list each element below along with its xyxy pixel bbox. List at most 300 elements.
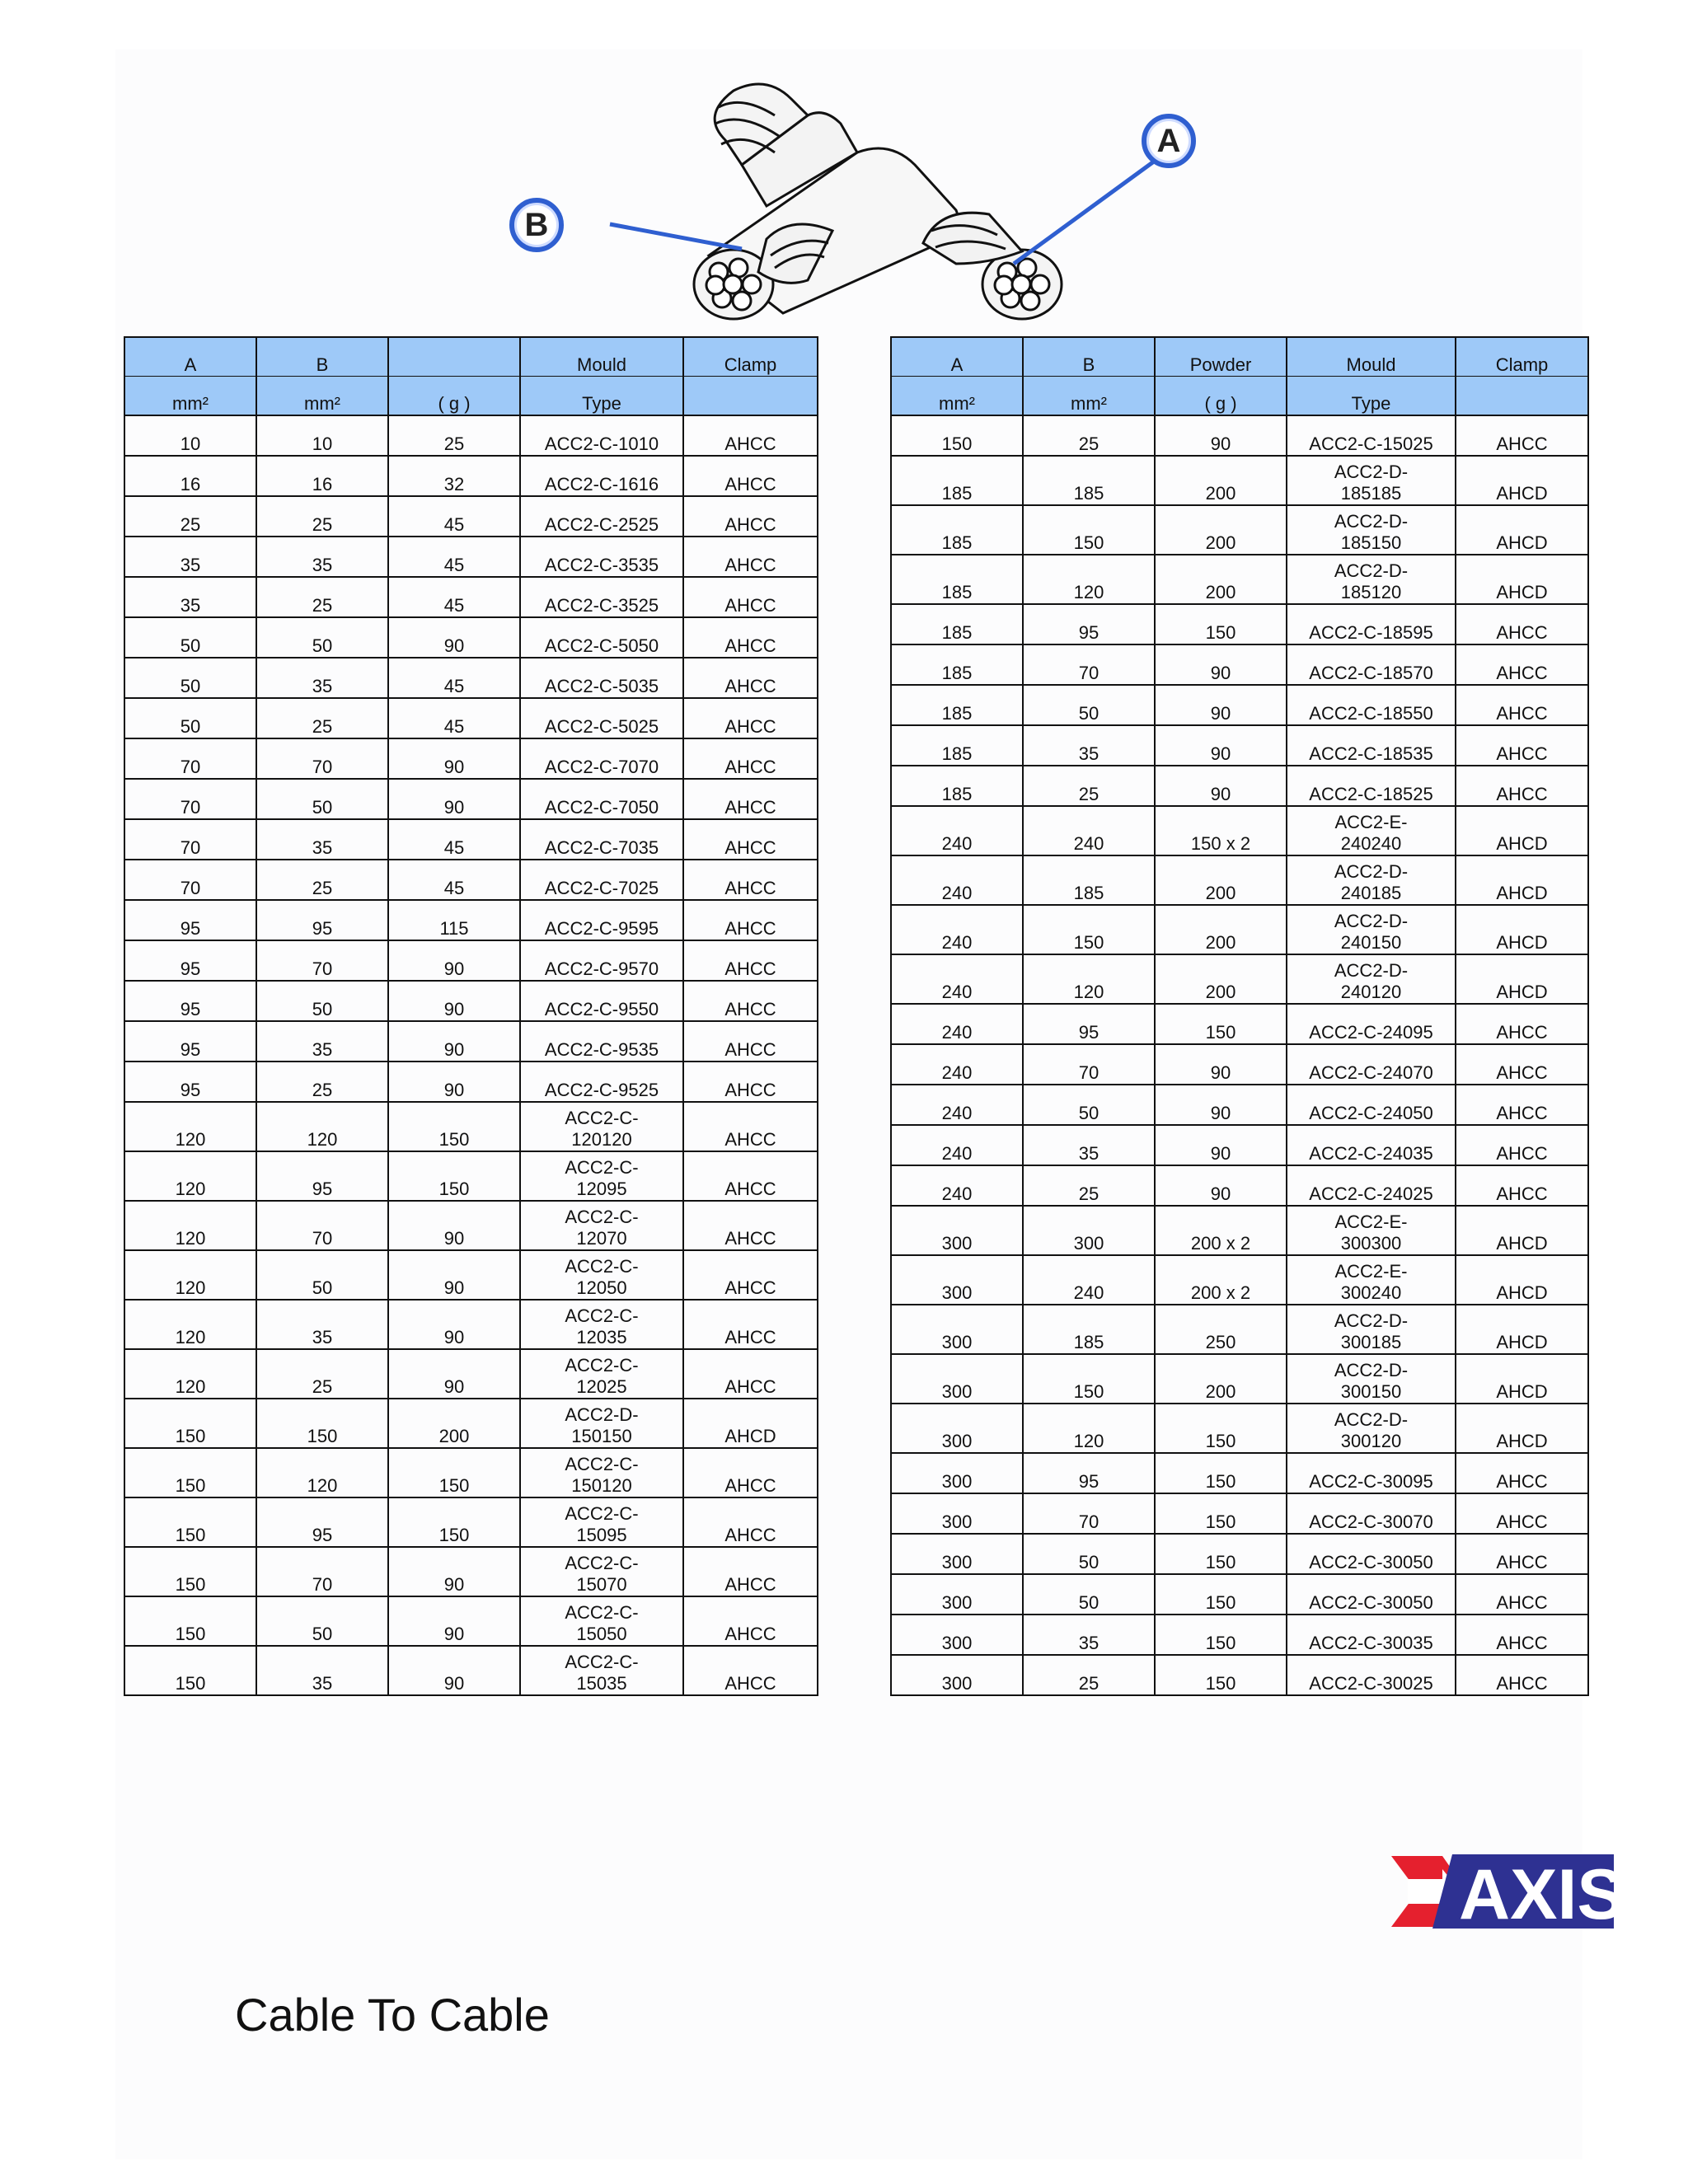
- right-cell-type: ACC2-C-15025: [1287, 415, 1456, 456]
- left-cell-a: 95: [124, 900, 256, 940]
- left-cell-type: ACC2-C- 15095: [520, 1497, 683, 1547]
- right-cell-a: 240: [891, 1165, 1023, 1206]
- table-row: [124, 1646, 818, 1695]
- right-cell-b: 35: [1023, 1615, 1155, 1655]
- callout-a-marker: A: [1142, 114, 1196, 168]
- right-cell-b: 25: [1023, 1165, 1155, 1206]
- right-cell-type: ACC2-D- 240150: [1287, 905, 1456, 954]
- left-cell-b: 70: [256, 1547, 388, 1596]
- table-row: [891, 505, 1588, 555]
- table-row: [124, 900, 818, 940]
- left-cell-type: ACC2-C-5025: [520, 698, 683, 738]
- table-row: [124, 779, 818, 819]
- left-header-a: A: [124, 337, 256, 377]
- right-unit-b: mm²: [1023, 377, 1155, 416]
- right-cell-b: 50: [1023, 1534, 1155, 1574]
- right-cell-grams: 150: [1155, 1574, 1287, 1615]
- right-cell-b: 35: [1023, 1125, 1155, 1165]
- right-cell-a: 185: [891, 604, 1023, 644]
- right-cell-b: 95: [1023, 604, 1155, 644]
- right-cell-type: ACC2-D- 300185: [1287, 1305, 1456, 1354]
- table-row: [124, 1021, 818, 1062]
- right-cell-a: 300: [891, 1574, 1023, 1615]
- right-cell-b: 95: [1023, 1453, 1155, 1493]
- left-cell-type: ACC2-C- 12025: [520, 1349, 683, 1399]
- right-cell-a: 300: [891, 1493, 1023, 1534]
- left-cell-b: 35: [256, 1021, 388, 1062]
- table-row: [891, 905, 1588, 954]
- left-cell-type: ACC2-C- 15070: [520, 1547, 683, 1596]
- right-cell-b: 240: [1023, 1255, 1155, 1305]
- table-row: [891, 555, 1588, 604]
- left-cell-b: 50: [256, 1596, 388, 1646]
- table-row: [891, 604, 1588, 644]
- callout-b-line: [610, 224, 742, 249]
- left-unit-type: Type: [520, 377, 683, 416]
- left-unit-clamp: [683, 377, 818, 416]
- right-header-mould: Mould: [1287, 337, 1456, 377]
- left-cell-b: 95: [256, 1151, 388, 1201]
- right-cell-a: 240: [891, 1004, 1023, 1044]
- right-cell-clamp: AHCC: [1456, 1044, 1588, 1085]
- right-cell-type: ACC2-C-24025: [1287, 1165, 1456, 1206]
- left-cell-grams: 200: [388, 1399, 520, 1448]
- left-cell-b: 35: [256, 658, 388, 698]
- right-cell-clamp: AHCC: [1456, 1004, 1588, 1044]
- table-row: [124, 1349, 818, 1399]
- left-cell-b: 25: [256, 860, 388, 900]
- right-cell-grams: 90: [1155, 1044, 1287, 1085]
- left-cell-b: 50: [256, 779, 388, 819]
- right-cell-type: ACC2-D- 300150: [1287, 1354, 1456, 1404]
- right-cell-grams: 90: [1155, 415, 1287, 456]
- left-cell-grams: 150: [388, 1151, 520, 1201]
- right-cell-a: 300: [891, 1404, 1023, 1453]
- left-cell-a: 95: [124, 981, 256, 1021]
- right-cell-grams: 150: [1155, 1404, 1287, 1453]
- left-cell-a: 95: [124, 1021, 256, 1062]
- right-cell-a: 240: [891, 1125, 1023, 1165]
- right-cell-a: 185: [891, 766, 1023, 806]
- right-table-body: [891, 415, 1588, 1695]
- left-cell-b: 70: [256, 738, 388, 779]
- right-cell-clamp: AHCD: [1456, 1404, 1588, 1453]
- table-row: [891, 1655, 1588, 1695]
- left-cell-grams: 90: [388, 1300, 520, 1349]
- right-cell-clamp: AHCC: [1456, 766, 1588, 806]
- right-cell-b: 70: [1023, 1493, 1155, 1534]
- page-caption: Cable To Cable: [235, 1989, 550, 2041]
- right-cell-type: ACC2-E- 240240: [1287, 806, 1456, 855]
- right-cell-a: 300: [891, 1655, 1023, 1695]
- right-cell-type: ACC2-C-30095: [1287, 1453, 1456, 1493]
- right-cell-clamp: AHCC: [1456, 1125, 1588, 1165]
- left-cell-type: ACC2-C-3535: [520, 537, 683, 577]
- left-header-row-1: [124, 337, 818, 377]
- table-row: [891, 644, 1588, 685]
- right-cell-grams: 200: [1155, 905, 1287, 954]
- right-cell-b: 150: [1023, 905, 1155, 954]
- left-cell-clamp: AHCC: [683, 738, 818, 779]
- right-cell-grams: 200 x 2: [1155, 1206, 1287, 1255]
- left-cell-type: ACC2-C-7050: [520, 779, 683, 819]
- right-unit-a: mm²: [891, 377, 1023, 416]
- left-cell-a: 95: [124, 1062, 256, 1102]
- table-row: [891, 1255, 1588, 1305]
- right-cell-grams: 200 x 2: [1155, 1255, 1287, 1305]
- right-cell-a: 240: [891, 1085, 1023, 1125]
- left-cell-b: 10: [256, 415, 388, 456]
- left-cell-clamp: AHCC: [683, 1021, 818, 1062]
- left-cell-type: ACC2-C- 12070: [520, 1201, 683, 1250]
- right-spec-table: [890, 336, 1589, 1696]
- left-header-row-2: [124, 377, 818, 416]
- right-cell-clamp: AHCD: [1456, 1354, 1588, 1404]
- left-cell-grams: 150: [388, 1102, 520, 1151]
- table-row: [891, 1404, 1588, 1453]
- right-cell-clamp: AHCC: [1456, 1655, 1588, 1695]
- table-row: [124, 698, 818, 738]
- table-row: [124, 617, 818, 658]
- left-cell-clamp: AHCC: [683, 1497, 818, 1547]
- left-cell-grams: 32: [388, 456, 520, 496]
- left-cell-b: 25: [256, 698, 388, 738]
- right-cell-clamp: AHCD: [1456, 905, 1588, 954]
- left-cell-b: 35: [256, 1646, 388, 1695]
- right-cell-b: 70: [1023, 644, 1155, 685]
- right-header-row-2: [891, 377, 1588, 416]
- left-cell-grams: 90: [388, 617, 520, 658]
- left-cell-clamp: AHCC: [683, 900, 818, 940]
- table-row: [891, 1004, 1588, 1044]
- table-row: [124, 1062, 818, 1102]
- right-cell-clamp: AHCC: [1456, 1453, 1588, 1493]
- left-cell-clamp: AHCC: [683, 1448, 818, 1497]
- table-row: [891, 1615, 1588, 1655]
- right-cell-type: ACC2-C-18550: [1287, 685, 1456, 725]
- left-cell-a: 120: [124, 1300, 256, 1349]
- table-row: [891, 1305, 1588, 1354]
- right-cell-grams: 150: [1155, 1615, 1287, 1655]
- right-cell-a: 185: [891, 505, 1023, 555]
- table-row: [891, 766, 1588, 806]
- left-cell-grams: 150: [388, 1448, 520, 1497]
- left-cell-type: ACC2-C- 15050: [520, 1596, 683, 1646]
- left-cell-clamp: AHCC: [683, 1349, 818, 1399]
- left-cell-b: 50: [256, 981, 388, 1021]
- right-cell-clamp: AHCC: [1456, 1615, 1588, 1655]
- left-cell-b: 150: [256, 1399, 388, 1448]
- left-unit-grams: ( g ): [388, 377, 520, 416]
- left-cell-b: 25: [256, 1062, 388, 1102]
- right-cell-type: ACC2-D- 300120: [1287, 1404, 1456, 1453]
- right-cell-a: 300: [891, 1534, 1023, 1574]
- right-cell-a: 185: [891, 685, 1023, 725]
- table-row: [124, 1596, 818, 1646]
- right-cell-grams: 90: [1155, 644, 1287, 685]
- right-cell-type: ACC2-C-24050: [1287, 1085, 1456, 1125]
- table-row: [891, 1085, 1588, 1125]
- right-cell-b: 50: [1023, 685, 1155, 725]
- left-cell-b: 50: [256, 617, 388, 658]
- table-row: [891, 1534, 1588, 1574]
- left-cell-a: 150: [124, 1596, 256, 1646]
- left-cell-clamp: AHCC: [683, 1062, 818, 1102]
- right-cell-a: 300: [891, 1354, 1023, 1404]
- right-cell-grams: 200: [1155, 456, 1287, 505]
- left-cell-clamp: AHCC: [683, 1201, 818, 1250]
- table-row: [891, 806, 1588, 855]
- right-cell-type: ACC2-C-30050: [1287, 1534, 1456, 1574]
- right-cell-b: 25: [1023, 766, 1155, 806]
- left-cell-a: 150: [124, 1646, 256, 1695]
- left-cell-type: ACC2-C-1616: [520, 456, 683, 496]
- right-cell-a: 185: [891, 725, 1023, 766]
- table-row: [124, 1399, 818, 1448]
- table-row: [124, 658, 818, 698]
- left-cell-grams: 45: [388, 819, 520, 860]
- table-row: [891, 1453, 1588, 1493]
- left-cell-a: 120: [124, 1250, 256, 1300]
- right-cell-type: ACC2-C-24035: [1287, 1125, 1456, 1165]
- right-cell-grams: 200: [1155, 954, 1287, 1004]
- table-row: [891, 1044, 1588, 1085]
- right-cell-a: 185: [891, 456, 1023, 505]
- table-row: [124, 1151, 818, 1201]
- left-cell-a: 70: [124, 738, 256, 779]
- left-cell-a: 120: [124, 1151, 256, 1201]
- left-cell-a: 150: [124, 1399, 256, 1448]
- left-cell-a: 35: [124, 577, 256, 617]
- left-cell-grams: 90: [388, 1349, 520, 1399]
- left-cell-clamp: AHCC: [683, 860, 818, 900]
- left-cell-grams: 90: [388, 981, 520, 1021]
- right-cell-clamp: AHCC: [1456, 644, 1588, 685]
- right-cell-grams: 200: [1155, 555, 1287, 604]
- left-cell-a: 50: [124, 617, 256, 658]
- left-header-blank: [388, 337, 520, 377]
- right-unit-clamp: [1456, 377, 1588, 416]
- right-header-b: B: [1023, 337, 1155, 377]
- right-cell-type: ACC2-D- 185120: [1287, 555, 1456, 604]
- cable-tee-illustration: [495, 66, 1236, 338]
- right-cell-a: 240: [891, 905, 1023, 954]
- left-cell-grams: 45: [388, 658, 520, 698]
- table-row: [891, 1125, 1588, 1165]
- right-cell-grams: 250: [1155, 1305, 1287, 1354]
- right-cell-a: 185: [891, 644, 1023, 685]
- right-cell-clamp: AHCC: [1456, 1493, 1588, 1534]
- table-row: [891, 855, 1588, 905]
- table-row: [124, 577, 818, 617]
- left-cell-a: 120: [124, 1102, 256, 1151]
- left-cell-clamp: AHCC: [683, 1102, 818, 1151]
- left-cell-a: 50: [124, 658, 256, 698]
- table-row: [124, 415, 818, 456]
- right-cell-grams: 200: [1155, 855, 1287, 905]
- left-cell-grams: 45: [388, 860, 520, 900]
- right-cell-b: 150: [1023, 505, 1155, 555]
- left-header-b: B: [256, 337, 388, 377]
- right-cell-clamp: AHCD: [1456, 855, 1588, 905]
- right-cell-b: 300: [1023, 1206, 1155, 1255]
- left-cell-grams: 90: [388, 1646, 520, 1695]
- table-row: [891, 456, 1588, 505]
- left-cell-type: ACC2-C-9535: [520, 1021, 683, 1062]
- left-cell-a: 150: [124, 1547, 256, 1596]
- right-cell-b: 185: [1023, 855, 1155, 905]
- left-cell-type: ACC2-C-3525: [520, 577, 683, 617]
- axis-logo-text: AXIS: [1459, 1855, 1615, 1934]
- left-cell-clamp: AHCC: [683, 981, 818, 1021]
- right-cell-a: 300: [891, 1206, 1023, 1255]
- left-spec-table: [124, 336, 818, 1696]
- right-cell-grams: 150: [1155, 1493, 1287, 1534]
- left-unit-b: mm²: [256, 377, 388, 416]
- right-cell-clamp: AHCD: [1456, 505, 1588, 555]
- right-cell-type: ACC2-C-18535: [1287, 725, 1456, 766]
- left-cell-grams: 90: [388, 1021, 520, 1062]
- table-row: [124, 456, 818, 496]
- right-cell-clamp: AHCC: [1456, 604, 1588, 644]
- left-cell-type: ACC2-C-9550: [520, 981, 683, 1021]
- left-cell-grams: 45: [388, 496, 520, 537]
- right-cell-grams: 90: [1155, 1165, 1287, 1206]
- left-cell-b: 50: [256, 1250, 388, 1300]
- left-cell-grams: 90: [388, 1250, 520, 1300]
- right-header-clamp: Clamp: [1456, 337, 1588, 377]
- left-cell-b: 95: [256, 1497, 388, 1547]
- right-cell-type: ACC2-C-30035: [1287, 1615, 1456, 1655]
- right-cell-b: 185: [1023, 1305, 1155, 1354]
- left-cell-b: 70: [256, 940, 388, 981]
- table-row: [124, 819, 818, 860]
- left-cell-type: ACC2-C-5050: [520, 617, 683, 658]
- right-cell-type: ACC2-E- 300240: [1287, 1255, 1456, 1305]
- left-cell-clamp: AHCC: [683, 940, 818, 981]
- right-cell-a: 240: [891, 806, 1023, 855]
- right-cell-clamp: AHCC: [1456, 1534, 1588, 1574]
- table-row: [891, 415, 1588, 456]
- left-cell-b: 120: [256, 1102, 388, 1151]
- right-cell-type: ACC2-C-30050: [1287, 1574, 1456, 1615]
- right-cell-b: 150: [1023, 1354, 1155, 1404]
- left-cell-clamp: AHCC: [683, 496, 818, 537]
- table-row: [124, 1201, 818, 1250]
- table-row: [891, 685, 1588, 725]
- left-cell-b: 35: [256, 1300, 388, 1349]
- table-row: [891, 1574, 1588, 1615]
- right-cell-type: ACC2-D- 240185: [1287, 855, 1456, 905]
- right-cell-grams: 150: [1155, 1004, 1287, 1044]
- right-cell-grams: 90: [1155, 1125, 1287, 1165]
- left-cell-grams: 90: [388, 738, 520, 779]
- table-row: [124, 1448, 818, 1497]
- left-cell-grams: 115: [388, 900, 520, 940]
- right-cell-type: ACC2-C-18595: [1287, 604, 1456, 644]
- table-row: [891, 954, 1588, 1004]
- right-cell-clamp: AHCC: [1456, 1165, 1588, 1206]
- right-cell-a: 300: [891, 1305, 1023, 1354]
- left-cell-type: ACC2-C- 150120: [520, 1448, 683, 1497]
- right-cell-grams: 90: [1155, 766, 1287, 806]
- left-table-body: [124, 415, 818, 1695]
- right-cell-a: 185: [891, 555, 1023, 604]
- right-cell-b: 95: [1023, 1004, 1155, 1044]
- left-cell-clamp: AHCC: [683, 456, 818, 496]
- left-cell-grams: 90: [388, 1062, 520, 1102]
- right-cell-b: 240: [1023, 806, 1155, 855]
- table-row: [891, 1493, 1588, 1534]
- left-cell-a: 120: [124, 1349, 256, 1399]
- left-cell-b: 25: [256, 577, 388, 617]
- right-header-powder: Powder: [1155, 337, 1287, 377]
- left-cell-b: 70: [256, 1201, 388, 1250]
- left-cell-a: 25: [124, 496, 256, 537]
- right-header-row-1: [891, 337, 1588, 377]
- right-cell-clamp: AHCC: [1456, 415, 1588, 456]
- right-cell-grams: 200: [1155, 505, 1287, 555]
- left-cell-a: 35: [124, 537, 256, 577]
- left-cell-grams: 45: [388, 537, 520, 577]
- right-cell-grams: 90: [1155, 685, 1287, 725]
- left-cell-grams: 45: [388, 698, 520, 738]
- right-header-a: A: [891, 337, 1023, 377]
- right-cell-b: 25: [1023, 415, 1155, 456]
- left-cell-clamp: AHCC: [683, 1596, 818, 1646]
- left-cell-b: 25: [256, 496, 388, 537]
- left-cell-type: ACC2-C-9525: [520, 1062, 683, 1102]
- left-cell-a: 70: [124, 779, 256, 819]
- left-unit-a: mm²: [124, 377, 256, 416]
- cable-tee-drawing: [495, 66, 1236, 338]
- right-cell-clamp: AHCD: [1456, 456, 1588, 505]
- right-cell-b: 120: [1023, 1404, 1155, 1453]
- left-cell-type: ACC2-C-9595: [520, 900, 683, 940]
- left-cell-b: 95: [256, 900, 388, 940]
- left-cell-b: 120: [256, 1448, 388, 1497]
- right-cell-clamp: AHCD: [1456, 1305, 1588, 1354]
- table-row: [891, 1354, 1588, 1404]
- left-cell-b: 25: [256, 1349, 388, 1399]
- left-cell-clamp: AHCC: [683, 415, 818, 456]
- table-row: [124, 1300, 818, 1349]
- left-cell-clamp: AHCC: [683, 698, 818, 738]
- left-header-clamp: Clamp: [683, 337, 818, 377]
- left-cell-type: ACC2-C- 12050: [520, 1250, 683, 1300]
- right-cell-type: ACC2-C-24095: [1287, 1004, 1456, 1044]
- left-cell-clamp: AHCC: [683, 577, 818, 617]
- left-cell-clamp: AHCD: [683, 1399, 818, 1448]
- left-cell-type: ACC2-C- 12035: [520, 1300, 683, 1349]
- table-row: [124, 1250, 818, 1300]
- right-cell-b: 120: [1023, 555, 1155, 604]
- callout-a-line: [1014, 152, 1166, 264]
- table-row: [124, 537, 818, 577]
- left-cell-a: 95: [124, 940, 256, 981]
- left-cell-type: ACC2-C-7025: [520, 860, 683, 900]
- left-cell-clamp: AHCC: [683, 819, 818, 860]
- table-row: [124, 981, 818, 1021]
- left-cell-clamp: AHCC: [683, 1151, 818, 1201]
- right-cell-grams: 150: [1155, 1534, 1287, 1574]
- left-cell-clamp: AHCC: [683, 779, 818, 819]
- right-cell-type: ACC2-D- 185150: [1287, 505, 1456, 555]
- table-row: [891, 1165, 1588, 1206]
- right-cell-grams: 90: [1155, 725, 1287, 766]
- left-cell-type: ACC2-C- 12095: [520, 1151, 683, 1201]
- left-cell-type: ACC2-C-7070: [520, 738, 683, 779]
